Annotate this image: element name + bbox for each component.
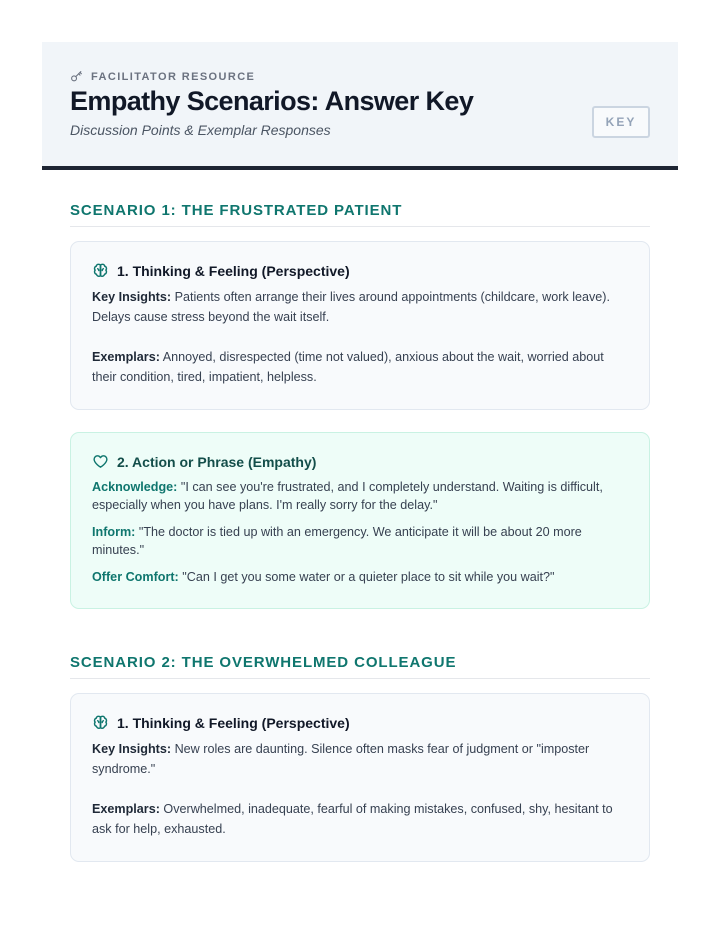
key-insights-label: Key Insights: [92,742,172,756]
heart-icon [92,453,109,470]
perspective-card [70,241,650,410]
scenario-heading: SCENARIO 2: THE OVERWHELMED COLLEAGUE [70,654,650,679]
key-badge: KEY [592,106,650,138]
page-title: Empathy Scenarios: Answer Key [70,86,474,116]
key-insights [92,739,628,779]
phrase-inform [92,523,628,559]
empathy-card-title [92,453,628,470]
scenario-1 [70,202,650,609]
document-header [42,42,678,170]
exemplars-label: Exemplars: [92,802,160,816]
card-title-text: 2. Action or Phrase (Empathy) [117,453,317,470]
phrase-text: "Can I get you some water or a quieter place to sit while you wait?" [182,570,555,584]
phrase-offer-comfort [92,568,628,586]
key-insights-text: New roles are daunting. Silence often masks fear of judgment or "imposter syndrome." [92,742,590,776]
phrase-label: Acknowledge: [92,480,178,494]
page-subtitle: Discussion Points & Exemplar Responses [70,122,331,138]
phrase-label: Offer Comfort: [92,570,179,584]
scenario-heading: SCENARIO 1: THE FRUSTRATED PATIENT [70,202,650,227]
exemplars [92,799,628,839]
exemplars-text: Annoyed, disrespected (time not valued), anxious about the wait, worried about their condition, tired, impatient, helpless. [92,350,604,384]
phrase-text: "The doctor is tied up with an emergency. We anticipate it will be about 20 more minutes." [92,525,582,557]
scenario-2 [70,654,650,862]
phrase-label: Inform: [92,525,136,539]
exemplars-text: Overwhelmed, inadequate, fearful of making mistakes, confused, shy, hesitant to ask for help, exhausted. [92,802,613,836]
perspective-card-title [92,714,628,731]
brain-icon [92,714,109,731]
card-title-text: 1. Thinking & Feeling (Perspective) [117,262,350,279]
key-insights-text: Patients often arrange their lives around appointments (childcare, work leave). Delays cause stress beyond the wait itself. [92,290,610,324]
exemplars-label: Exemplars: [92,350,160,364]
brain-icon [92,262,109,279]
resource-eyebrow [70,70,255,83]
phrase-text: "I can see you're frustrated, and I completely understand. Waiting is difficult, especially when you have plans. I'm really sorry for the delay." [92,480,603,512]
eyebrow-label: FACILITATOR RESOURCE [91,70,256,83]
key-insights-label: Key Insights: [92,290,172,304]
perspective-card-title [92,262,628,279]
key-insights [92,287,628,327]
perspective-card [70,693,650,862]
exemplars [92,347,628,387]
answer-key-page [42,42,678,862]
phrase-acknowledge [92,478,628,514]
empathy-card [70,432,650,609]
key-icon [70,70,83,83]
card-title-text: 1. Thinking & Feeling (Perspective) [117,714,350,731]
